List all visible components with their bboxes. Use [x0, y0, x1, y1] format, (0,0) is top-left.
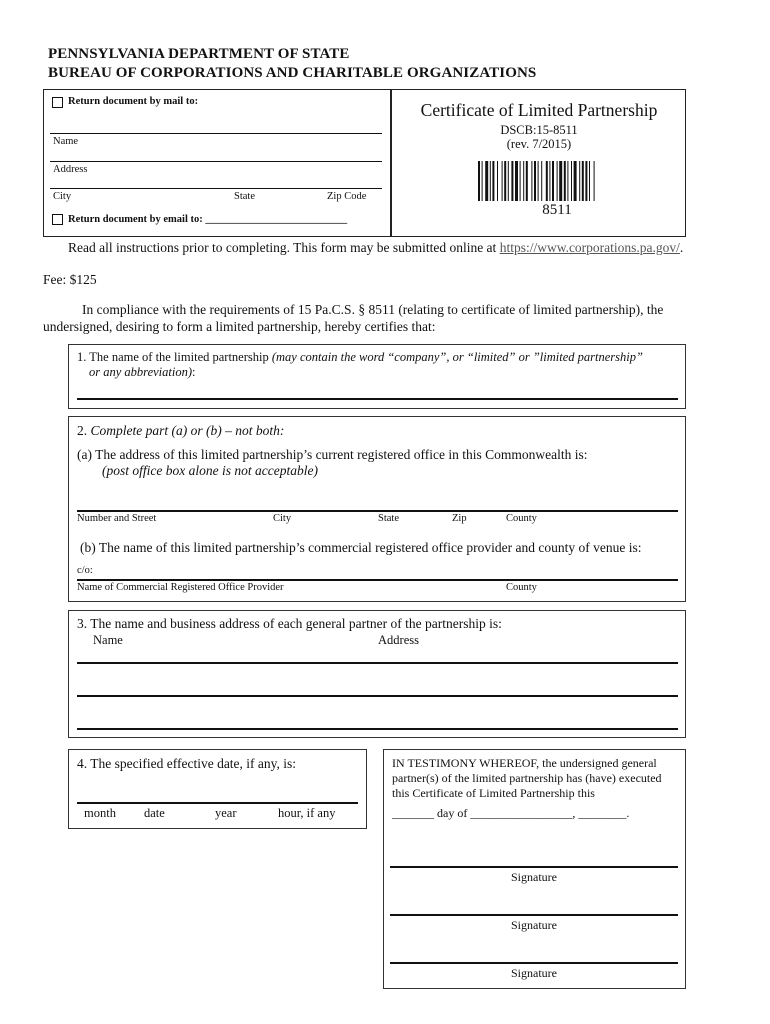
effective-date-line[interactable]: [77, 802, 358, 804]
instructions-text: [68, 240, 683, 256]
execution-date-field[interactable]: _______ day of _________________, ________.: [392, 806, 630, 820]
testimony-line-3: this Certificate of Limited Partnership this: [392, 786, 595, 800]
return-by-mail-checkbox[interactable]: [52, 97, 63, 108]
county-label-2b: County: [506, 582, 537, 593]
partner-address-column: Address: [378, 633, 419, 647]
zip-code-label: Zip Code: [327, 191, 367, 202]
form-code: DSCB:15-8511: [500, 123, 578, 137]
section-2-heading: 2. Complete part (a) or (b) – not both:: [77, 423, 285, 438]
state-label-2a: State: [378, 513, 399, 524]
signature-1-label: Signature: [511, 870, 557, 884]
date-label: date: [144, 806, 165, 820]
section-1-label: 1. The name of the limited partnership (may contain the word “company”, or “limited” or ”limited partnership”: [77, 350, 643, 364]
signature-3-label: Signature: [511, 966, 557, 980]
barcode-icon: [478, 161, 636, 201]
corporations-link[interactable]: https://www.corporations.pa.gov/: [499, 240, 680, 255]
section-1-note: or any abbreviation):: [89, 365, 196, 379]
county-label-2a: County: [506, 513, 537, 524]
number-street-label: Number and Street: [77, 513, 157, 524]
month-label: month: [84, 806, 116, 820]
return-by-email-label: Return document by email to: ___________________________: [68, 214, 348, 225]
compliance-line-1: In compliance with the requirements of 15 Pa.C.S. § 8511 (relating to certificate of limited partnership), the: [82, 302, 664, 317]
compliance-line-2: undersigned, desiring to form a limited partnership, hereby certifies that:: [43, 319, 436, 334]
state-label: State: [234, 191, 255, 202]
registered-office-line[interactable]: [77, 510, 678, 512]
testimony-line-1: IN TESTIMONY WHEREOF, the undersigned general: [392, 756, 657, 770]
signature-2-label: Signature: [511, 918, 557, 932]
signature-line-1[interactable]: [390, 866, 678, 868]
signature-line-2[interactable]: [390, 914, 678, 916]
provider-line[interactable]: [77, 579, 678, 581]
hour-label: hour, if any: [278, 806, 336, 820]
section-2a-text: (a) The address of this limited partnership’s current registered office in this Commonwealth is:: [77, 447, 588, 462]
name-line[interactable]: [50, 133, 382, 134]
barcode-number: 8511: [542, 202, 572, 218]
provider-name-label: Name of Commercial Registered Office Provider: [77, 582, 284, 593]
address-line[interactable]: [50, 161, 382, 162]
partner-line-3[interactable]: [77, 728, 678, 730]
return-by-mail-label: Return document by mail to:: [68, 96, 199, 107]
partner-line-2[interactable]: [77, 695, 678, 697]
instructions-suffix: .: [679, 240, 684, 255]
address-label: Address: [53, 164, 88, 175]
section-4-label: 4. The specified effective date, if any, is:: [77, 756, 297, 771]
partner-name-column: Name: [93, 633, 123, 647]
section-2a-note: (post office box alone is not acceptable): [102, 463, 318, 478]
partner-line-1[interactable]: [77, 662, 678, 664]
city-state-zip-line[interactable]: [50, 188, 382, 189]
instructions-lead: Read all instructions prior to completing. This form may be submitted online at: [68, 240, 500, 255]
city-label-2a: City: [273, 513, 292, 524]
department-title: PENNSYLVANIA DEPARTMENT OF STATE: [48, 46, 350, 62]
co-label: c/o:: [77, 565, 93, 576]
form-title: Certificate of Limited Partnership: [420, 100, 658, 120]
city-label: City: [53, 191, 72, 202]
bureau-title: BUREAU OF CORPORATIONS AND CHARITABLE ORGANIZATIONS: [48, 65, 537, 81]
partnership-name-line[interactable]: [77, 398, 678, 400]
form-revision: (rev. 7/2015): [506, 137, 572, 151]
fee-text: Fee: $125: [43, 272, 97, 287]
section-3-label: 3. The name and business address of each general partner of the partnership is:: [77, 616, 502, 631]
section-2b-text: (b) The name of this limited partnership’s commercial registered office provider and county of venue is:: [80, 540, 642, 555]
return-by-email-checkbox[interactable]: [52, 214, 63, 225]
name-label: Name: [53, 136, 79, 147]
year-label: year: [215, 806, 237, 820]
signature-line-3[interactable]: [390, 962, 678, 964]
testimony-line-2: partner(s) of the limited partnership has (have) executed: [392, 771, 662, 785]
zip-label-2a: Zip: [452, 513, 467, 524]
section-2-box: [68, 416, 686, 602]
